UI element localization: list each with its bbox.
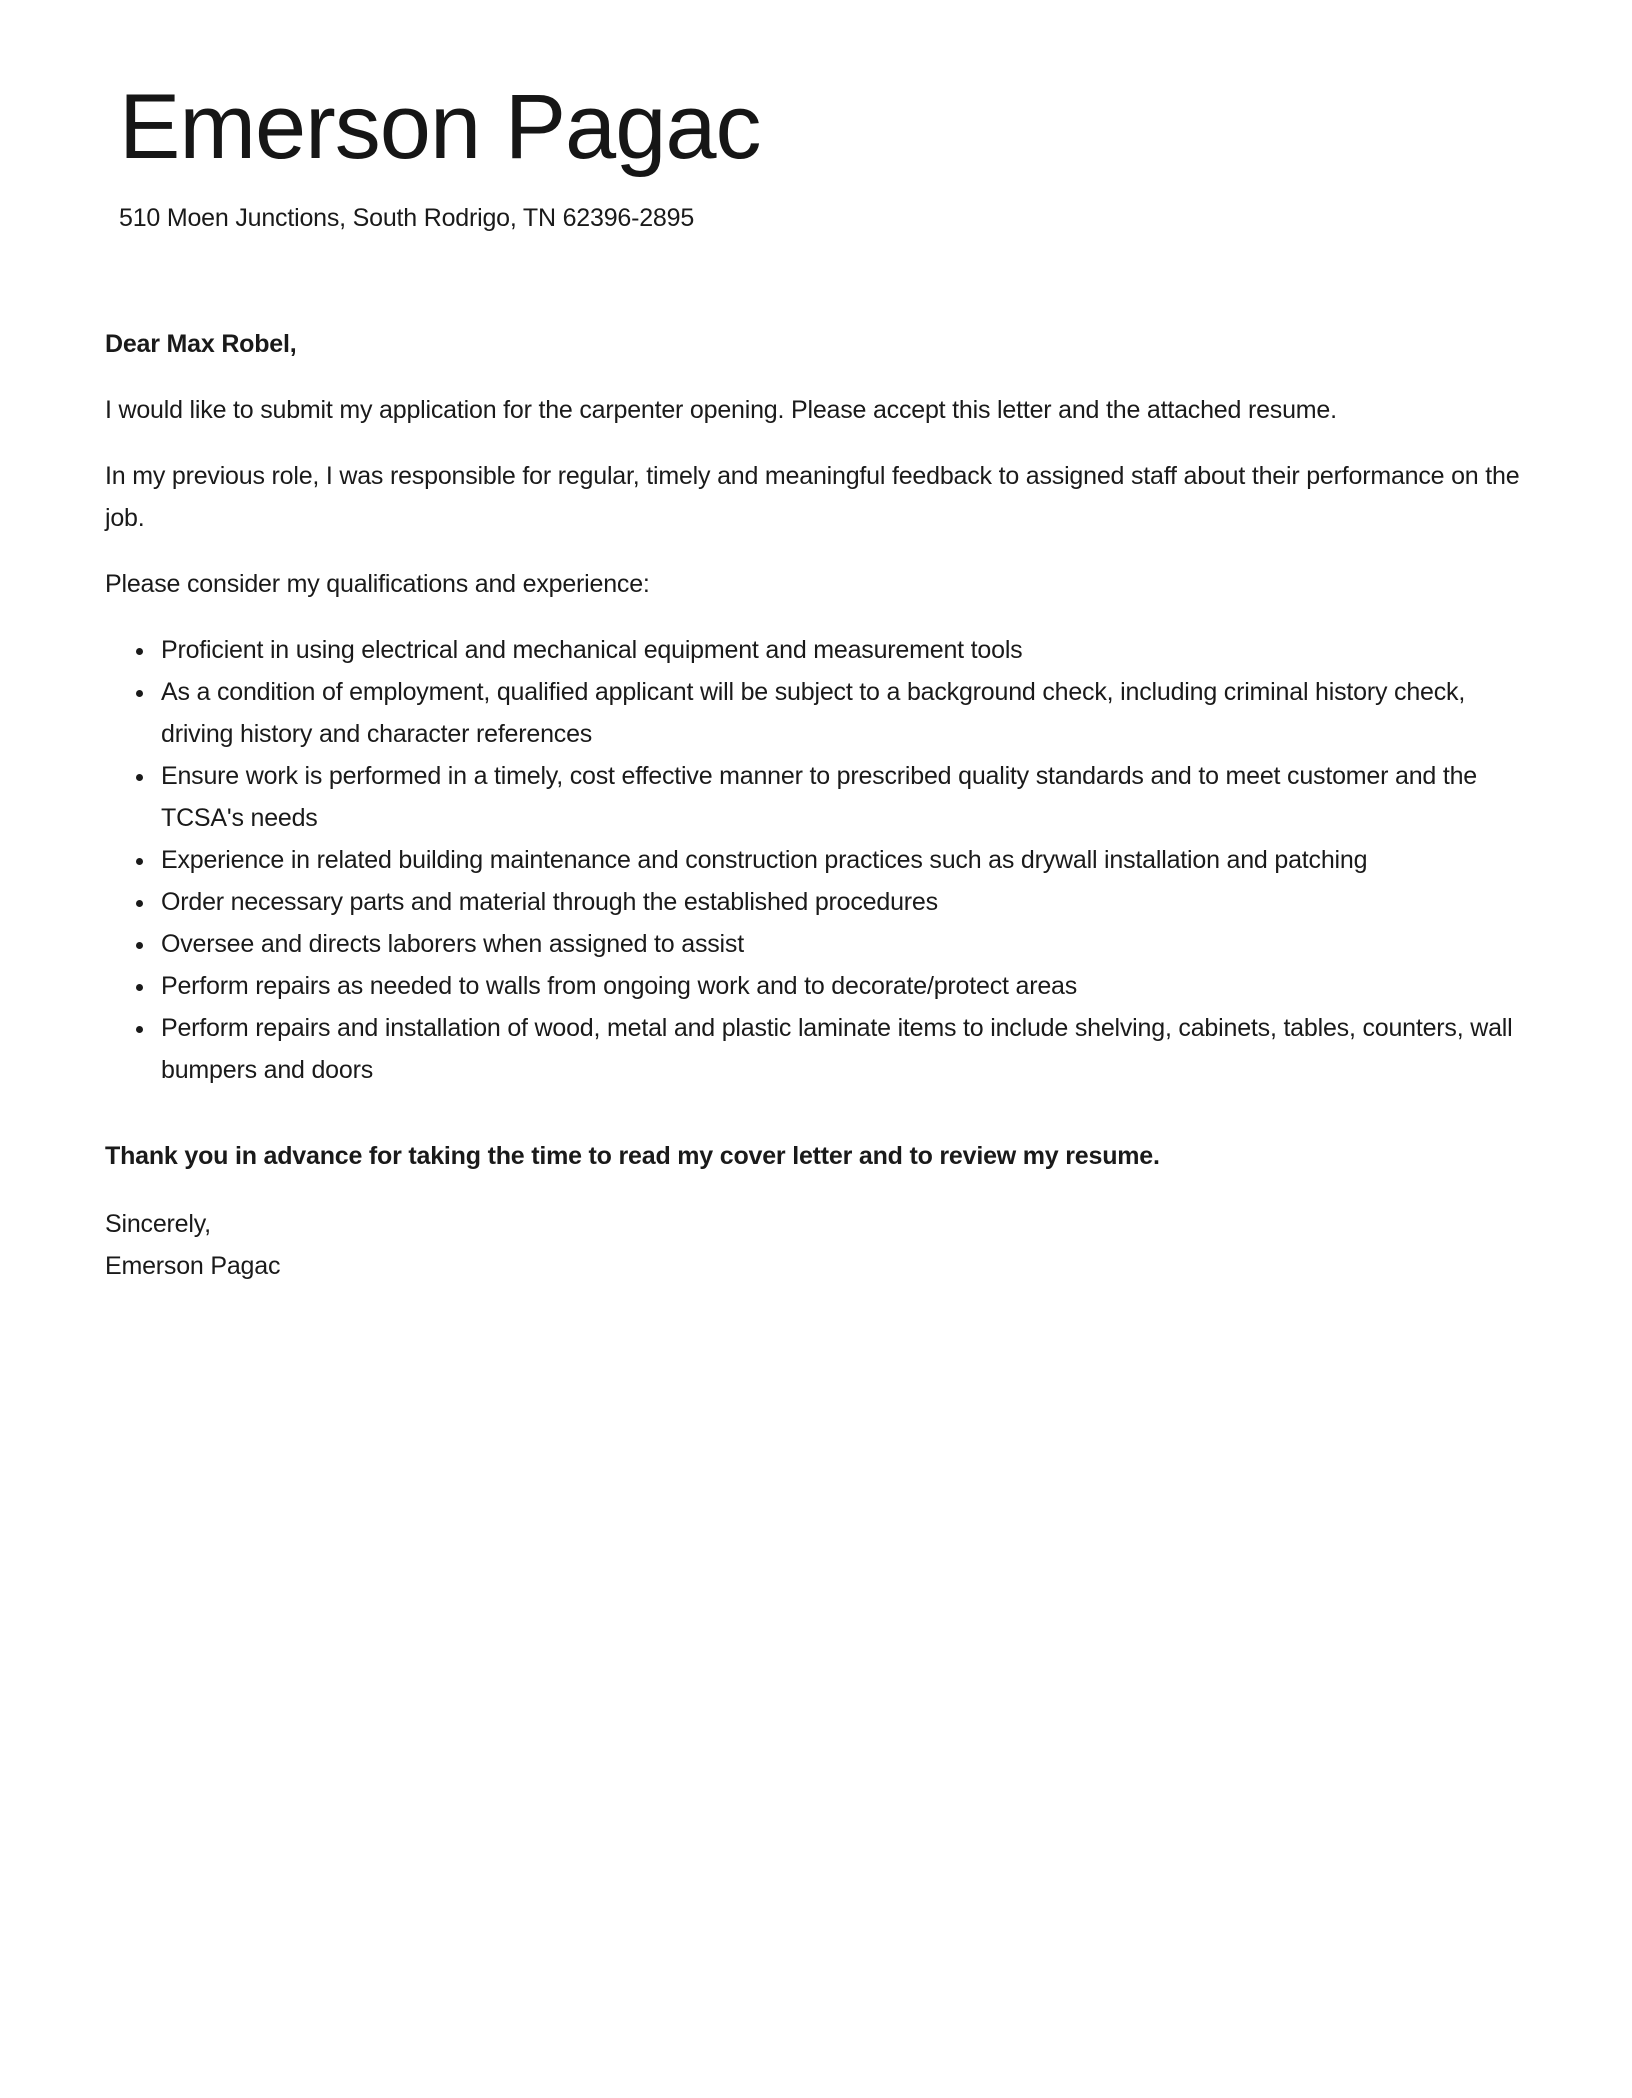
letter-body: [105, 323, 1542, 1287]
paragraph-application: I would like to submit my application for the carpenter opening. Please accept this letter and the attached resume.: [105, 395, 1337, 424]
closing-line: Thank you in advance for taking the time to read my cover letter and to review my resume.: [105, 1141, 1160, 1170]
qualification-item: • Order necessary parts and material through the established procedures: [157, 881, 1542, 923]
paragraph-previous-role: In my previous role, I was responsible for regular, timely and meaningful feedback to assigned staff about their performance on the job.: [105, 461, 1520, 532]
signoff-block: [105, 1203, 1542, 1287]
paragraph-qualifications-lead: Please consider my qualifications and experience:: [105, 569, 650, 598]
signature: Emerson Pagac: [105, 1251, 281, 1280]
qualification-item: • Ensure work is performed in a timely, cost effective manner to prescribed quality standards and to meet customer and the TCSA's needs: [157, 755, 1542, 839]
qualification-item: • As a condition of employment, qualified applicant will be subject to a background check, including criminal history check, driving history and character references: [157, 671, 1542, 755]
qualification-item: • Experience in related building maintenance and construction practices such as drywall installation and patching: [157, 839, 1542, 881]
signoff: Sincerely,: [105, 1209, 211, 1238]
qualification-item: • Perform repairs and installation of wood, metal and plastic laminate items to include shelving, cabinets, tables, counters, wall bumpers and doors: [157, 1007, 1542, 1091]
qualification-item: • Oversee and directs laborers when assigned to assist: [157, 923, 1542, 965]
letter-header: [105, 75, 1542, 239]
qualification-item: • Perform repairs as needed to walls from ongoing work and to decorate/protect areas: [157, 965, 1542, 1007]
qualifications-list: [105, 629, 1542, 1091]
address-line: 510 Moen Junctions, South Rodrigo, TN 62396-2895: [119, 203, 695, 232]
greeting: Dear Max Robel,: [105, 329, 297, 358]
qualification-item: • Proficient in using electrical and mechanical equipment and measurement tools: [157, 629, 1542, 671]
page-title: Emerson Pagac: [119, 76, 761, 178]
